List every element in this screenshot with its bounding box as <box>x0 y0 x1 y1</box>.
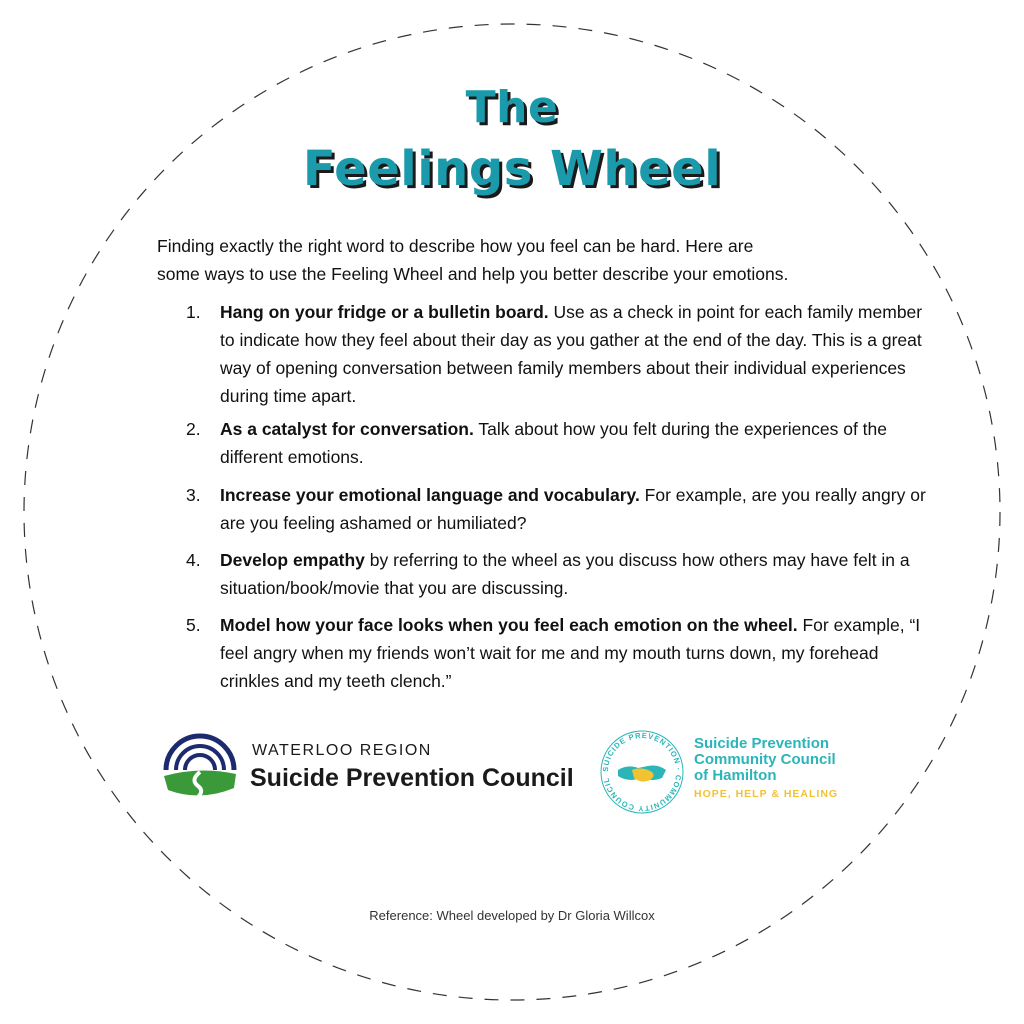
list-number: 5. <box>186 615 201 635</box>
list-text: For example, are you really angry or are you feeling ashamed or humiliated? <box>220 485 926 533</box>
list-number: 1. <box>186 302 201 322</box>
handshake-seal-icon <box>598 728 686 816</box>
list-number: 2. <box>186 419 201 439</box>
list-lead: Model how your face looks when you feel each emotion on the wheel. <box>220 615 798 635</box>
hamilton-name-line-3: of Hamilton <box>694 767 777 784</box>
waterloo-region-logo <box>160 728 590 804</box>
title-line-1: The <box>465 82 559 133</box>
list-lead: Develop empathy <box>220 550 365 570</box>
waterloo-region-label: WATERLOO REGION <box>252 742 432 759</box>
list-lead: Increase your emotional language and vocabulary. <box>220 485 640 505</box>
rainbow-road-icon <box>160 728 240 804</box>
list-text: Talk about how you felt during the experiences of the different emotions. <box>220 419 887 467</box>
list-lead: Hang on your fridge or a bulletin board. <box>220 302 549 322</box>
title-line-2: Feelings Wheel <box>302 141 722 197</box>
list-text: by referring to the wheel as you discuss how others may have felt in a situation/book/movie that you are discussing. <box>220 550 910 598</box>
waterloo-council-name: Suicide Prevention Council <box>250 764 574 792</box>
hamilton-name-line-2: Community Council <box>694 751 836 768</box>
list-item-2 <box>186 415 926 471</box>
list-item-1 <box>186 298 926 410</box>
list-text: For example, “I feel angry when my friends won’t wait for me and my mouth turns down, my forehead crinkles and my teeth clench.” <box>220 615 921 691</box>
list-text: Use as a check in point for each family member to indicate how they feel about their day as you gather at the end of the day. This is a great way of opening conversation between family members about their individual experiences during time apart. <box>220 302 923 406</box>
reference-note: Reference: Wheel developed by Dr Gloria Willcox <box>369 908 655 923</box>
intro-line-1: Finding exactly the right word to describe how you feel can be hard. Here are <box>157 236 754 256</box>
list-number: 3. <box>186 485 201 505</box>
hamilton-tagline: HOPE, HELP & HEALING <box>694 788 839 800</box>
list-number: 4. <box>186 550 201 570</box>
hamilton-name-line-1: Suicide Prevention <box>694 735 830 752</box>
hamilton-council-name <box>694 736 836 784</box>
seal-ring-text: SUICIDE PREVENTION · COMMUNITY COUNCIL <box>600 730 684 814</box>
list-item-3 <box>186 481 926 537</box>
intro-line-2: some ways to use the Feeling Wheel and help you better describe your emotions. <box>157 264 789 284</box>
list-item-4 <box>186 546 926 602</box>
list-lead: As a catalyst for conversation. <box>220 419 474 439</box>
list-item-5 <box>186 611 926 695</box>
intro-paragraph <box>157 232 877 288</box>
hamilton-council-logo <box>598 728 898 818</box>
